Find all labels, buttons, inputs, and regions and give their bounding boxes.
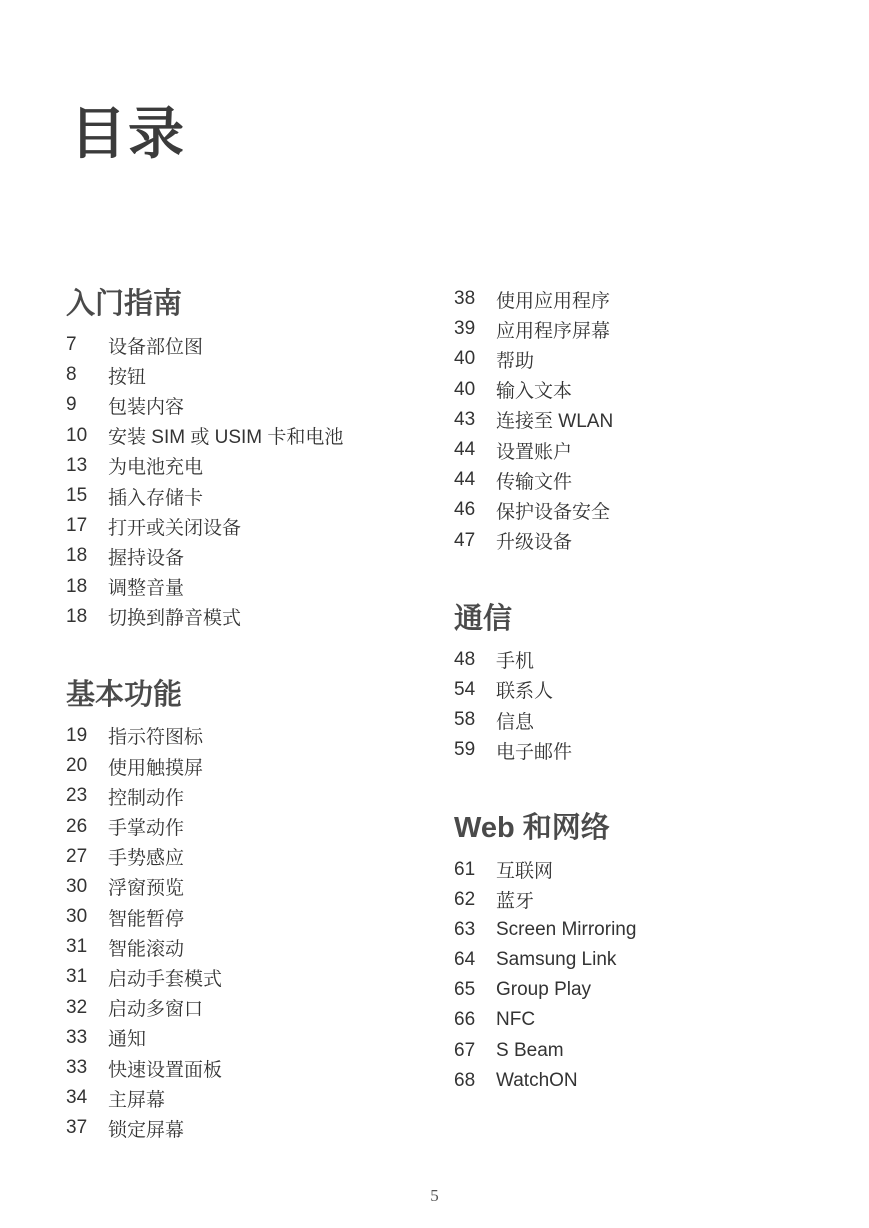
toc-entry[interactable] bbox=[454, 375, 824, 405]
toc-entry[interactable] bbox=[454, 854, 824, 884]
toc-entry-page: 39 bbox=[454, 318, 476, 340]
toc-entry-page: 38 bbox=[454, 288, 476, 310]
toc-entry-page: 66 bbox=[454, 1009, 476, 1031]
toc-entry-title: 浮窗预览 bbox=[108, 878, 185, 900]
toc-entry[interactable] bbox=[66, 451, 436, 481]
toc-entry[interactable] bbox=[454, 465, 824, 495]
toc-entry[interactable] bbox=[454, 1005, 824, 1035]
toc-entry-title: 智能滚动 bbox=[108, 938, 185, 960]
toc-entry-page: 26 bbox=[66, 815, 88, 837]
toc-entry-title: S Beam bbox=[496, 1039, 564, 1061]
toc-entry-page: 23 bbox=[66, 785, 88, 807]
toc-entry[interactable] bbox=[454, 1036, 824, 1066]
toc-entry-title: Samsung Link bbox=[496, 949, 617, 971]
toc-entry-page: 33 bbox=[66, 1057, 88, 1079]
toc-entry-page: 30 bbox=[66, 875, 88, 897]
toc-entry-title: 控制动作 bbox=[108, 787, 185, 809]
toc-entry-title: 主屏幕 bbox=[108, 1089, 166, 1111]
toc-entry[interactable] bbox=[66, 602, 436, 632]
toc-entry-title: 应用程序屏幕 bbox=[496, 320, 611, 342]
toc-entry[interactable] bbox=[66, 1053, 436, 1083]
toc-entry-page: 58 bbox=[454, 709, 476, 731]
toc-entry-title: 包装内容 bbox=[108, 396, 185, 418]
toc-entry-title: 启动多窗口 bbox=[108, 999, 204, 1021]
toc-entry-title: 蓝牙 bbox=[496, 891, 535, 913]
toc-entry-title: 切换到静音模式 bbox=[108, 608, 242, 630]
toc-column-left bbox=[66, 284, 436, 1187]
toc-entry-page: 44 bbox=[454, 469, 476, 491]
toc-entry-page: 34 bbox=[66, 1087, 88, 1109]
toc-entry-page: 48 bbox=[454, 648, 476, 670]
toc-entry-page: 30 bbox=[66, 906, 88, 928]
toc-entry[interactable] bbox=[66, 541, 436, 571]
toc-entry-title: 按钮 bbox=[108, 366, 147, 388]
toc-entry[interactable] bbox=[454, 344, 824, 374]
toc-entry-title: 信息 bbox=[496, 711, 535, 733]
toc-entry-page: 64 bbox=[454, 949, 476, 971]
toc-entry[interactable] bbox=[66, 421, 436, 451]
toc-entry-title: 握持设备 bbox=[108, 547, 185, 569]
toc-entry-title: 电子邮件 bbox=[496, 741, 573, 763]
toc-entry-title: 设备部位图 bbox=[108, 336, 204, 358]
toc-entry-title: 启动手套模式 bbox=[108, 968, 223, 990]
toc-entry-page: 31 bbox=[66, 936, 88, 958]
toc-entry-page: 67 bbox=[454, 1039, 476, 1061]
toc-section-basic-functions bbox=[66, 675, 436, 1144]
toc-entry-page: 9 bbox=[66, 394, 77, 416]
toc-entry[interactable] bbox=[66, 721, 436, 751]
toc-entry-page: 40 bbox=[454, 378, 476, 400]
toc-entry-page: 17 bbox=[66, 515, 88, 537]
page-title: 目录 bbox=[70, 102, 186, 165]
toc-section-basic-functions-continued bbox=[454, 284, 824, 556]
toc-entry-title: 保护设备安全 bbox=[496, 501, 611, 523]
toc-entry-title: 输入文本 bbox=[496, 381, 573, 403]
toc-entry-page: 46 bbox=[454, 499, 476, 521]
toc-entry[interactable] bbox=[66, 872, 436, 902]
toc-entry-page: 61 bbox=[454, 858, 476, 880]
toc-entry-title: 手机 bbox=[496, 651, 535, 673]
toc-entry-title: 设置账户 bbox=[496, 441, 573, 463]
toc-entry[interactable] bbox=[454, 675, 824, 705]
toc-entry-title: 升级设备 bbox=[496, 532, 573, 554]
toc-entry-page: 63 bbox=[454, 918, 476, 940]
toc-entry-title: WatchON bbox=[496, 1069, 578, 1091]
toc-entry-title: 帮助 bbox=[496, 350, 535, 372]
toc-entry-title: 插入存储卡 bbox=[108, 487, 204, 509]
toc-entry-page: 19 bbox=[66, 724, 88, 746]
toc-entry[interactable] bbox=[66, 962, 436, 992]
toc-entry-title: 互联网 bbox=[496, 861, 554, 883]
toc-entry[interactable] bbox=[454, 526, 824, 556]
toc-entry[interactable] bbox=[66, 390, 436, 420]
toc-entry-page: 68 bbox=[454, 1069, 476, 1091]
toc-entry-page: 59 bbox=[454, 739, 476, 761]
toc-entry[interactable] bbox=[454, 945, 824, 975]
toc-entry-page: 33 bbox=[66, 1026, 88, 1048]
toc-entry[interactable] bbox=[66, 1023, 436, 1053]
toc-entry[interactable] bbox=[454, 885, 824, 915]
toc-entry-page: 65 bbox=[454, 979, 476, 1001]
toc-entry-page: 37 bbox=[66, 1117, 88, 1139]
toc-entry-title: 锁定屏幕 bbox=[108, 1119, 185, 1141]
toc-entry-title: 传输文件 bbox=[496, 471, 573, 493]
toc-entry-page: 62 bbox=[454, 888, 476, 910]
toc-entry-title: 指示符图标 bbox=[108, 727, 204, 749]
toc-section-web-and-network bbox=[454, 808, 824, 1096]
toc-entry-page: 47 bbox=[454, 529, 476, 551]
toc-section-communication bbox=[454, 599, 824, 766]
toc-entry[interactable] bbox=[66, 360, 436, 390]
toc-entry-title: 使用应用程序 bbox=[496, 290, 611, 312]
toc-entry-page: 15 bbox=[66, 485, 88, 507]
toc-entry-page: 43 bbox=[454, 408, 476, 430]
toc-entry-title: 打开或关闭设备 bbox=[108, 517, 242, 539]
toc-entry-title: 智能暂停 bbox=[108, 908, 185, 930]
toc-entry[interactable] bbox=[66, 902, 436, 932]
page-number: 5 bbox=[430, 1186, 439, 1205]
toc-entry-page: 20 bbox=[66, 755, 88, 777]
toc-entry[interactable] bbox=[454, 405, 824, 435]
toc-entry[interactable] bbox=[66, 842, 436, 872]
toc-entry[interactable] bbox=[66, 511, 436, 541]
toc-entry[interactable] bbox=[66, 751, 436, 781]
toc-entry-page: 18 bbox=[66, 545, 88, 567]
toc-entry-page: 8 bbox=[66, 364, 77, 386]
toc-entry[interactable] bbox=[454, 435, 824, 465]
toc-entry-page: 31 bbox=[66, 966, 88, 988]
toc-entry[interactable] bbox=[66, 811, 436, 841]
toc-entry-title: 手势感应 bbox=[108, 848, 185, 870]
toc-entry[interactable] bbox=[454, 645, 824, 675]
toc-entry-page: 40 bbox=[454, 348, 476, 370]
toc-entry-title: 安装 SIM 或 USIM 卡和电池 bbox=[108, 427, 344, 449]
section-heading: Web 和网络 bbox=[454, 812, 610, 845]
section-heading: 入门指南 bbox=[66, 288, 183, 320]
toc-entry-title: 连接至 WLAN bbox=[496, 411, 614, 433]
toc-entry-page: 54 bbox=[454, 678, 476, 700]
toc-entry-title: Group Play bbox=[496, 979, 592, 1001]
toc-entry[interactable] bbox=[66, 993, 436, 1023]
toc-entry-page: 18 bbox=[66, 575, 88, 597]
toc-entry[interactable] bbox=[66, 1083, 436, 1113]
toc-entry[interactable] bbox=[454, 915, 824, 945]
toc-entry[interactable] bbox=[454, 975, 824, 1005]
section-heading: 通信 bbox=[454, 602, 513, 635]
toc-entry[interactable] bbox=[66, 330, 436, 360]
toc-entry[interactable] bbox=[66, 572, 436, 602]
toc-entry[interactable] bbox=[66, 781, 436, 811]
toc-entry-title: 调整音量 bbox=[108, 578, 185, 600]
toc-column-right bbox=[454, 284, 824, 1139]
toc-entry[interactable] bbox=[454, 495, 824, 525]
toc-entry-title: 使用触摸屏 bbox=[108, 757, 204, 779]
toc-entry[interactable] bbox=[66, 932, 436, 962]
toc-entry[interactable] bbox=[66, 1113, 436, 1143]
toc-entry-page: 7 bbox=[66, 334, 77, 356]
toc-entry-page: 32 bbox=[66, 996, 88, 1018]
toc-section-getting-started bbox=[66, 284, 436, 632]
toc-entry-title: 为电池充电 bbox=[108, 457, 204, 479]
toc-entry[interactable] bbox=[454, 705, 824, 735]
toc-entry-title: 联系人 bbox=[496, 681, 554, 703]
toc-entry[interactable] bbox=[66, 481, 436, 511]
section-heading: 基本功能 bbox=[66, 678, 183, 711]
toc-entry[interactable] bbox=[454, 284, 824, 314]
toc-entry-title: NFC bbox=[496, 1009, 536, 1031]
toc-entry-page: 27 bbox=[66, 845, 88, 867]
toc-entry[interactable] bbox=[454, 314, 824, 344]
toc-entry-title: 手掌动作 bbox=[108, 818, 185, 840]
toc-entry[interactable] bbox=[454, 1066, 824, 1096]
toc-entry-title: 通知 bbox=[108, 1029, 147, 1051]
toc-entry-page: 18 bbox=[66, 605, 88, 627]
toc-entry-page: 10 bbox=[66, 424, 88, 446]
toc-entry-page: 13 bbox=[66, 454, 88, 476]
toc-entry[interactable] bbox=[454, 735, 824, 765]
toc-entry-title: Screen Mirroring bbox=[496, 918, 637, 940]
toc-entry-page: 44 bbox=[454, 439, 476, 461]
toc-entry-title: 快速设置面板 bbox=[108, 1059, 223, 1081]
